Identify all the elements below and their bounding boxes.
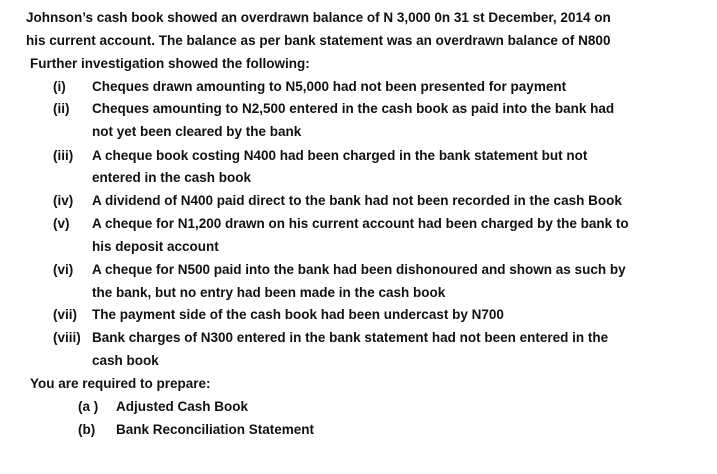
intro-line-2: his current account. The balance as per bank statement was an overdrawn balance of N800 [26,33,611,48]
item-number: (vi) [53,262,74,277]
item-number: (v) [53,216,70,231]
required-label: You are required to prepare: [30,376,211,391]
item-text: Cheques drawn amounting to N5,000 had not been presented for payment [92,79,567,94]
item-text: A cheque book costing N400 had been charged in the bank statement but not [92,148,588,163]
item-text: A dividend of N400 paid direct to the bank had not been recorded in the cash Book [92,193,622,208]
part-number: (a ) [78,399,99,414]
item-text: his deposit account [92,239,219,254]
item-text: not yet been cleared by the bank [92,124,302,139]
item-text: Bank charges of N300 entered in the bank statement had not been entered in the [92,330,609,345]
intro-line-3: Further investigation showed the following: [30,56,310,71]
item-text: Cheques amounting to N2,500 entered in the cash book as paid into the bank had [92,101,615,116]
item-number: (viii) [53,330,81,345]
item-number: (vii) [53,307,78,322]
intro-line-1: Johnson’s cash book showed an overdrawn balance of N 3,000 0n 31 st December, 2014 on [26,10,611,25]
item-text: A cheque for N500 paid into the bank had been dishonoured and shown as such by [92,262,626,277]
item-number: (iv) [53,193,74,208]
item-text: A cheque for N1,200 drawn on his current account had been charged by the bank to [92,216,629,231]
item-text: cash book [92,353,159,368]
item-number: (ii) [53,101,70,116]
part-number: (b) [78,422,96,437]
part-text: Adjusted Cash Book [116,399,249,414]
part-text: Bank Reconciliation Statement [116,422,315,437]
item-text: the bank, but no entry had been made in the cash book [92,285,446,300]
item-number: (i) [53,79,66,94]
item-text: The payment side of the cash book had been undercast by N700 [92,307,504,322]
item-text: entered in the cash book [92,170,252,185]
item-number: (iii) [53,148,74,163]
